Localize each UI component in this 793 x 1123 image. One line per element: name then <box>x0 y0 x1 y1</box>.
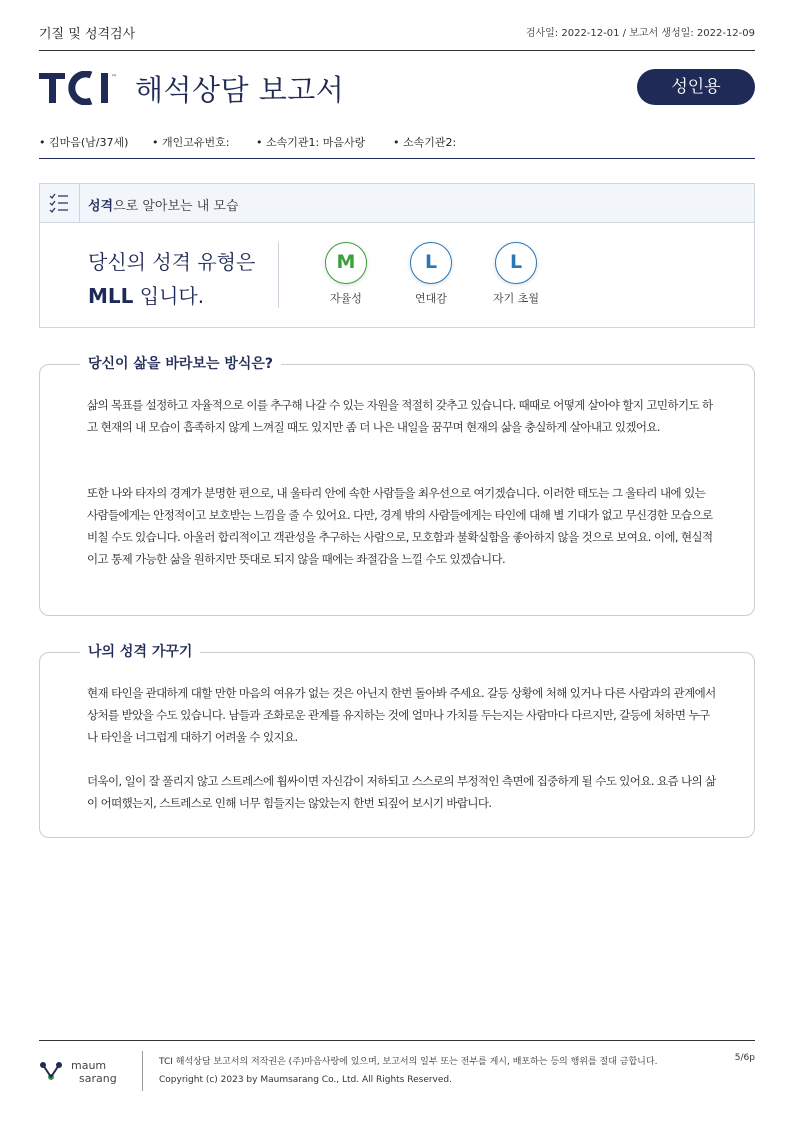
personality-type-text <box>88 245 255 313</box>
section-personality-care <box>39 644 755 838</box>
person-name: • 김마음(남/37세) <box>39 134 128 150</box>
trait-circle: M <box>325 242 367 284</box>
header-bold: 성격 <box>88 199 114 214</box>
audience-badge: 성인용 <box>637 69 755 105</box>
paragraph: 삶의 목표를 설정하고 자율적으로 이를 추구해 나갈 수 있는 자원을 적절히 갖추고 있습니다. 때때로 어떻게 살아야 할지 고민하기도 하고 현재의 내 모습이 흡족하지 않게 느껴질 때도 있지만 좀 더 나은 내일을 꿈꾸며 현재의 삶을 충실하게 살아내고 있겠어요. <box>87 398 713 434</box>
type-line1: 당신의 성격 유형은 <box>88 250 256 274</box>
type-line2-rest: 입니다. <box>133 284 205 308</box>
report-dates: 검사일: 2022-12-01 / 보고서 생성일: 2022-12-09 <box>525 28 755 39</box>
top-bar <box>39 18 755 51</box>
personal-id: • 개인고유번호: <box>152 134 229 150</box>
paragraph: 또한 나와 타자의 경계가 분명한 편으로, 내 울타리 안에 속한 사람들을 최우선으로 여기겠습니다. 이러한 태도는 그 울타리 내에 있는 사람들에게는 안정적이고 보호받는 느낌을 줄 수 있어요. 다만, 경계 밖의 사람들에게는 타인에 대해 별 기대가 없고 무신경한 모습으로 비칠 수도 있습니다. 아울러 합리적이고 객관성을 추구하는 사람으로, 모호함과 불확실함을 좋아하지 않을 것으로 보여요. 이에, 현실적이고 통제 가능한 삶을 원하지만 뜻대로 되지 않을 때에는 좌절감을 느낄 수도 있겠습니다. <box>87 486 713 566</box>
trait-self-transcendence <box>476 242 556 306</box>
header-rest: 으로 알아보는 내 모습 <box>113 199 239 214</box>
paragraph: 현재 타인을 관대하게 대할 만한 마음의 여유가 없는 것은 아닌지 한번 돌아봐 주세요. 갈등 상황에 처해 있거나 다른 사람과의 관계에서 상처를 받았을 수도 있습니다. 남들과 조화로운 관계를 유지하는 것에 얼마나 가치를 두는지는 사람마다 다르지만, 갈등에 처하면 누구나 타인을 너그럽게 대하기 어려울 수 있지요. <box>87 686 716 744</box>
report-title: 해석상담 보고서 <box>135 73 345 107</box>
org1: • 소속기관1: 마음사랑 <box>256 134 365 150</box>
info-row <box>39 127 755 159</box>
logo-trademark: ™ <box>111 74 117 81</box>
brand-line2: sarang <box>79 1072 117 1085</box>
title-row <box>39 68 755 110</box>
trait-label: 자기 초월 <box>492 292 539 305</box>
personality-header-title <box>88 195 239 214</box>
section-title: 당신이 삶을 바라보는 방식은? <box>80 353 281 373</box>
personality-header <box>40 184 754 223</box>
divider <box>278 242 279 308</box>
copyright-notice: TCI 해석상담 보고서의 저작권은 (주)마음사랑에 있으며, 보고서의 일부 또는 전부를 게시, 배포하는 등의 행위를 절대 금합니다. <box>159 1057 658 1067</box>
section-title: 나의 성격 가꾸기 <box>80 641 200 661</box>
footer-divider <box>142 1051 143 1091</box>
footer <box>39 1040 755 1100</box>
type-code: MLL <box>88 284 134 308</box>
trait-label: 자율성 <box>330 292 362 305</box>
page-number: 5/6p <box>734 1053 755 1063</box>
org2: • 소속기관2: <box>393 134 456 150</box>
trait-cooperativeness <box>391 242 471 306</box>
section-view-of-life <box>39 356 755 616</box>
trait-autonomy <box>306 242 386 306</box>
footer-text <box>159 1053 657 1089</box>
checklist-icon <box>40 184 80 222</box>
tci-logo <box>39 71 125 105</box>
maumsarang-logo <box>39 1057 135 1085</box>
trait-circle: L <box>495 242 537 284</box>
type-line2 <box>88 279 255 313</box>
copyright-line: Copyright (c) 2023 by Maumsarang Co., Ltd. All Rights Reserved. <box>159 1075 452 1085</box>
trait-circle: L <box>410 242 452 284</box>
brand-line1: maum <box>71 1059 107 1072</box>
paragraph: 더욱이, 일이 잘 풀리지 않고 스트레스에 휩싸이면 자신감이 저하되고 스스로의 부정적인 측면에 집중하게 될 수도 있어요. 요즘 나의 삶이 어떠했는지, 스트레스로 인해 너무 힘들지는 않았는지 한번 되짚어 보시기 바랍니다. <box>87 774 716 810</box>
personality-box <box>39 183 755 328</box>
test-category: 기질 및 성격검사 <box>39 27 136 42</box>
trait-label: 연대감 <box>415 292 447 305</box>
